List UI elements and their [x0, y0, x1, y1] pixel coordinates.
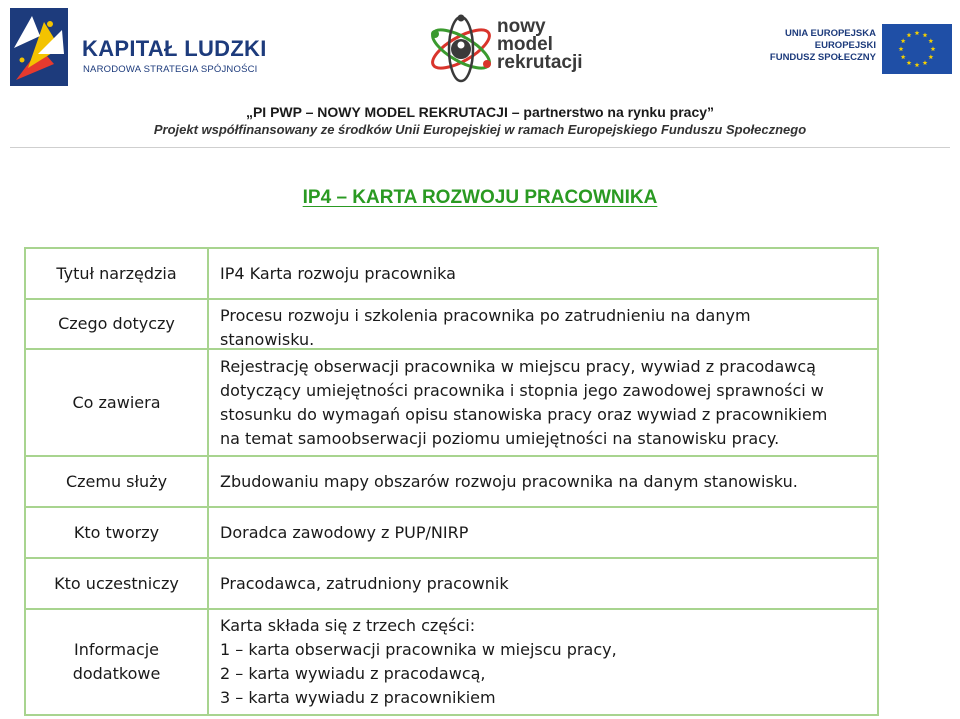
atom-icon: [425, 12, 497, 86]
table-row: [25, 507, 878, 558]
nmr-line-3: rekrutacji: [497, 52, 583, 73]
unia-europejska-logo: [762, 20, 952, 78]
kapital-ludzki-logo: [10, 8, 267, 88]
row-value-co-zawiera: [208, 349, 878, 456]
value-line: Doradca zawodowy z PUP/NIRP: [220, 522, 469, 542]
row-label-czego-dotyczy: [25, 299, 208, 349]
header-divider: [10, 147, 950, 148]
kapital-ludzki-subtitle: NARODOWA STRATEGIA SPÓJNOŚCI: [83, 64, 258, 75]
label-line: Co zawiera: [72, 392, 161, 412]
row-label-czemu-sluzy: [25, 456, 208, 507]
row-value-kto-uczestniczy: [208, 558, 878, 609]
value-line: Procesu rozwoju i szkolenia pracownika po zatrudnieniu na danym: [220, 305, 751, 325]
label-line: Czego dotyczy: [58, 314, 175, 333]
eu-line-3: FUNDUSZ SPOŁECZNY: [769, 52, 876, 63]
nmr-line-2: model: [497, 34, 553, 55]
project-banner: [0, 104, 960, 137]
nowy-model-rekrutacji-logo: [425, 8, 595, 90]
label-line: Czemu służy: [65, 471, 168, 491]
kapital-ludzki-title: KAPITAŁ LUDZKI: [82, 36, 267, 61]
eu-line-1: UNIA EUROPEJSKA: [785, 28, 876, 39]
nmr-line-1: nowy: [497, 16, 546, 37]
label-line: Tytuł narzędzia: [56, 263, 177, 283]
table-row: [25, 299, 878, 349]
label-line: Kto uczestniczy: [54, 573, 179, 593]
label-line: Kto tworzy: [73, 522, 160, 542]
value-line: Pracodawca, zatrudniony pracownik: [220, 573, 509, 593]
table-row: [25, 349, 878, 456]
table-row: [25, 558, 878, 609]
value-line: IP4 Karta rozwoju pracownika: [220, 263, 456, 283]
banner-title: „PI PWP – NOWY MODEL REKRUTACJI – partnerstwo na rynku pracy”: [245, 104, 715, 120]
tool-info-table: [24, 247, 879, 716]
row-label-kto-tworzy: [25, 507, 208, 558]
eu-line-2: EUROPEJSKI: [814, 40, 876, 51]
value-line: stosunku do wymagań opisu stanowiska pracy oraz wywiad z pracownikiem: [220, 404, 828, 424]
eu-flag-icon: [882, 24, 952, 74]
row-value-informacje-dodatkowe: [208, 609, 878, 715]
label-line: dodatkowe: [72, 664, 161, 683]
value-line: Karta składa się z trzech części:: [220, 616, 476, 635]
row-label-kto-uczestniczy: [25, 558, 208, 609]
value-line: Zbudowaniu mapy obszarów rozwoju pracownika na danym stanowisku.: [220, 471, 798, 491]
value-line: dotyczący umiejętności pracownika i stopnia jego zawodowej sprawności w: [220, 380, 824, 400]
value-line: na temat samoobserwacji poziomu umiejętności na stanowisku pracy.: [220, 428, 780, 448]
eu-text: [770, 28, 876, 64]
row-value-kto-tworzy: [208, 507, 878, 558]
kapital-ludzki-mark-icon: [10, 8, 68, 86]
value-line: 2 – karta wywiadu z pracodawcą,: [220, 664, 486, 683]
banner-subtitle: Projekt współfinansowany ze środków Unii Europejskiej w ramach Europejskiego Funduszu Społecznego: [153, 122, 807, 137]
value-line: 1 – karta obserwacji pracownika w miejscu pracy,: [220, 640, 617, 659]
table-row: [25, 609, 878, 715]
row-label-informacje-dodatkowe: [25, 609, 208, 715]
row-value-tytul-narzedzia: [208, 248, 878, 299]
row-value-czemu-sluzy: [208, 456, 878, 507]
table-row: [25, 456, 878, 507]
row-value-czego-dotyczy: [208, 299, 878, 349]
value-line: Rejestrację obserwacji pracownika w miejscu pracy, wywiad z pracodawcą: [220, 356, 816, 376]
label-line: Informacje: [73, 640, 160, 659]
nowy-model-rekrutacji-text: [497, 18, 583, 72]
row-label-co-zawiera: [25, 349, 208, 456]
value-line: stanowisku.: [220, 329, 315, 346]
document-title: IP4 – KARTA ROZWOJU PRACOWNIKA: [302, 187, 658, 208]
row-label-tytul-narzedzia: [25, 248, 208, 299]
table-row: [25, 248, 878, 299]
value-line: 3 – karta wywiadu z pracownikiem: [220, 688, 496, 707]
